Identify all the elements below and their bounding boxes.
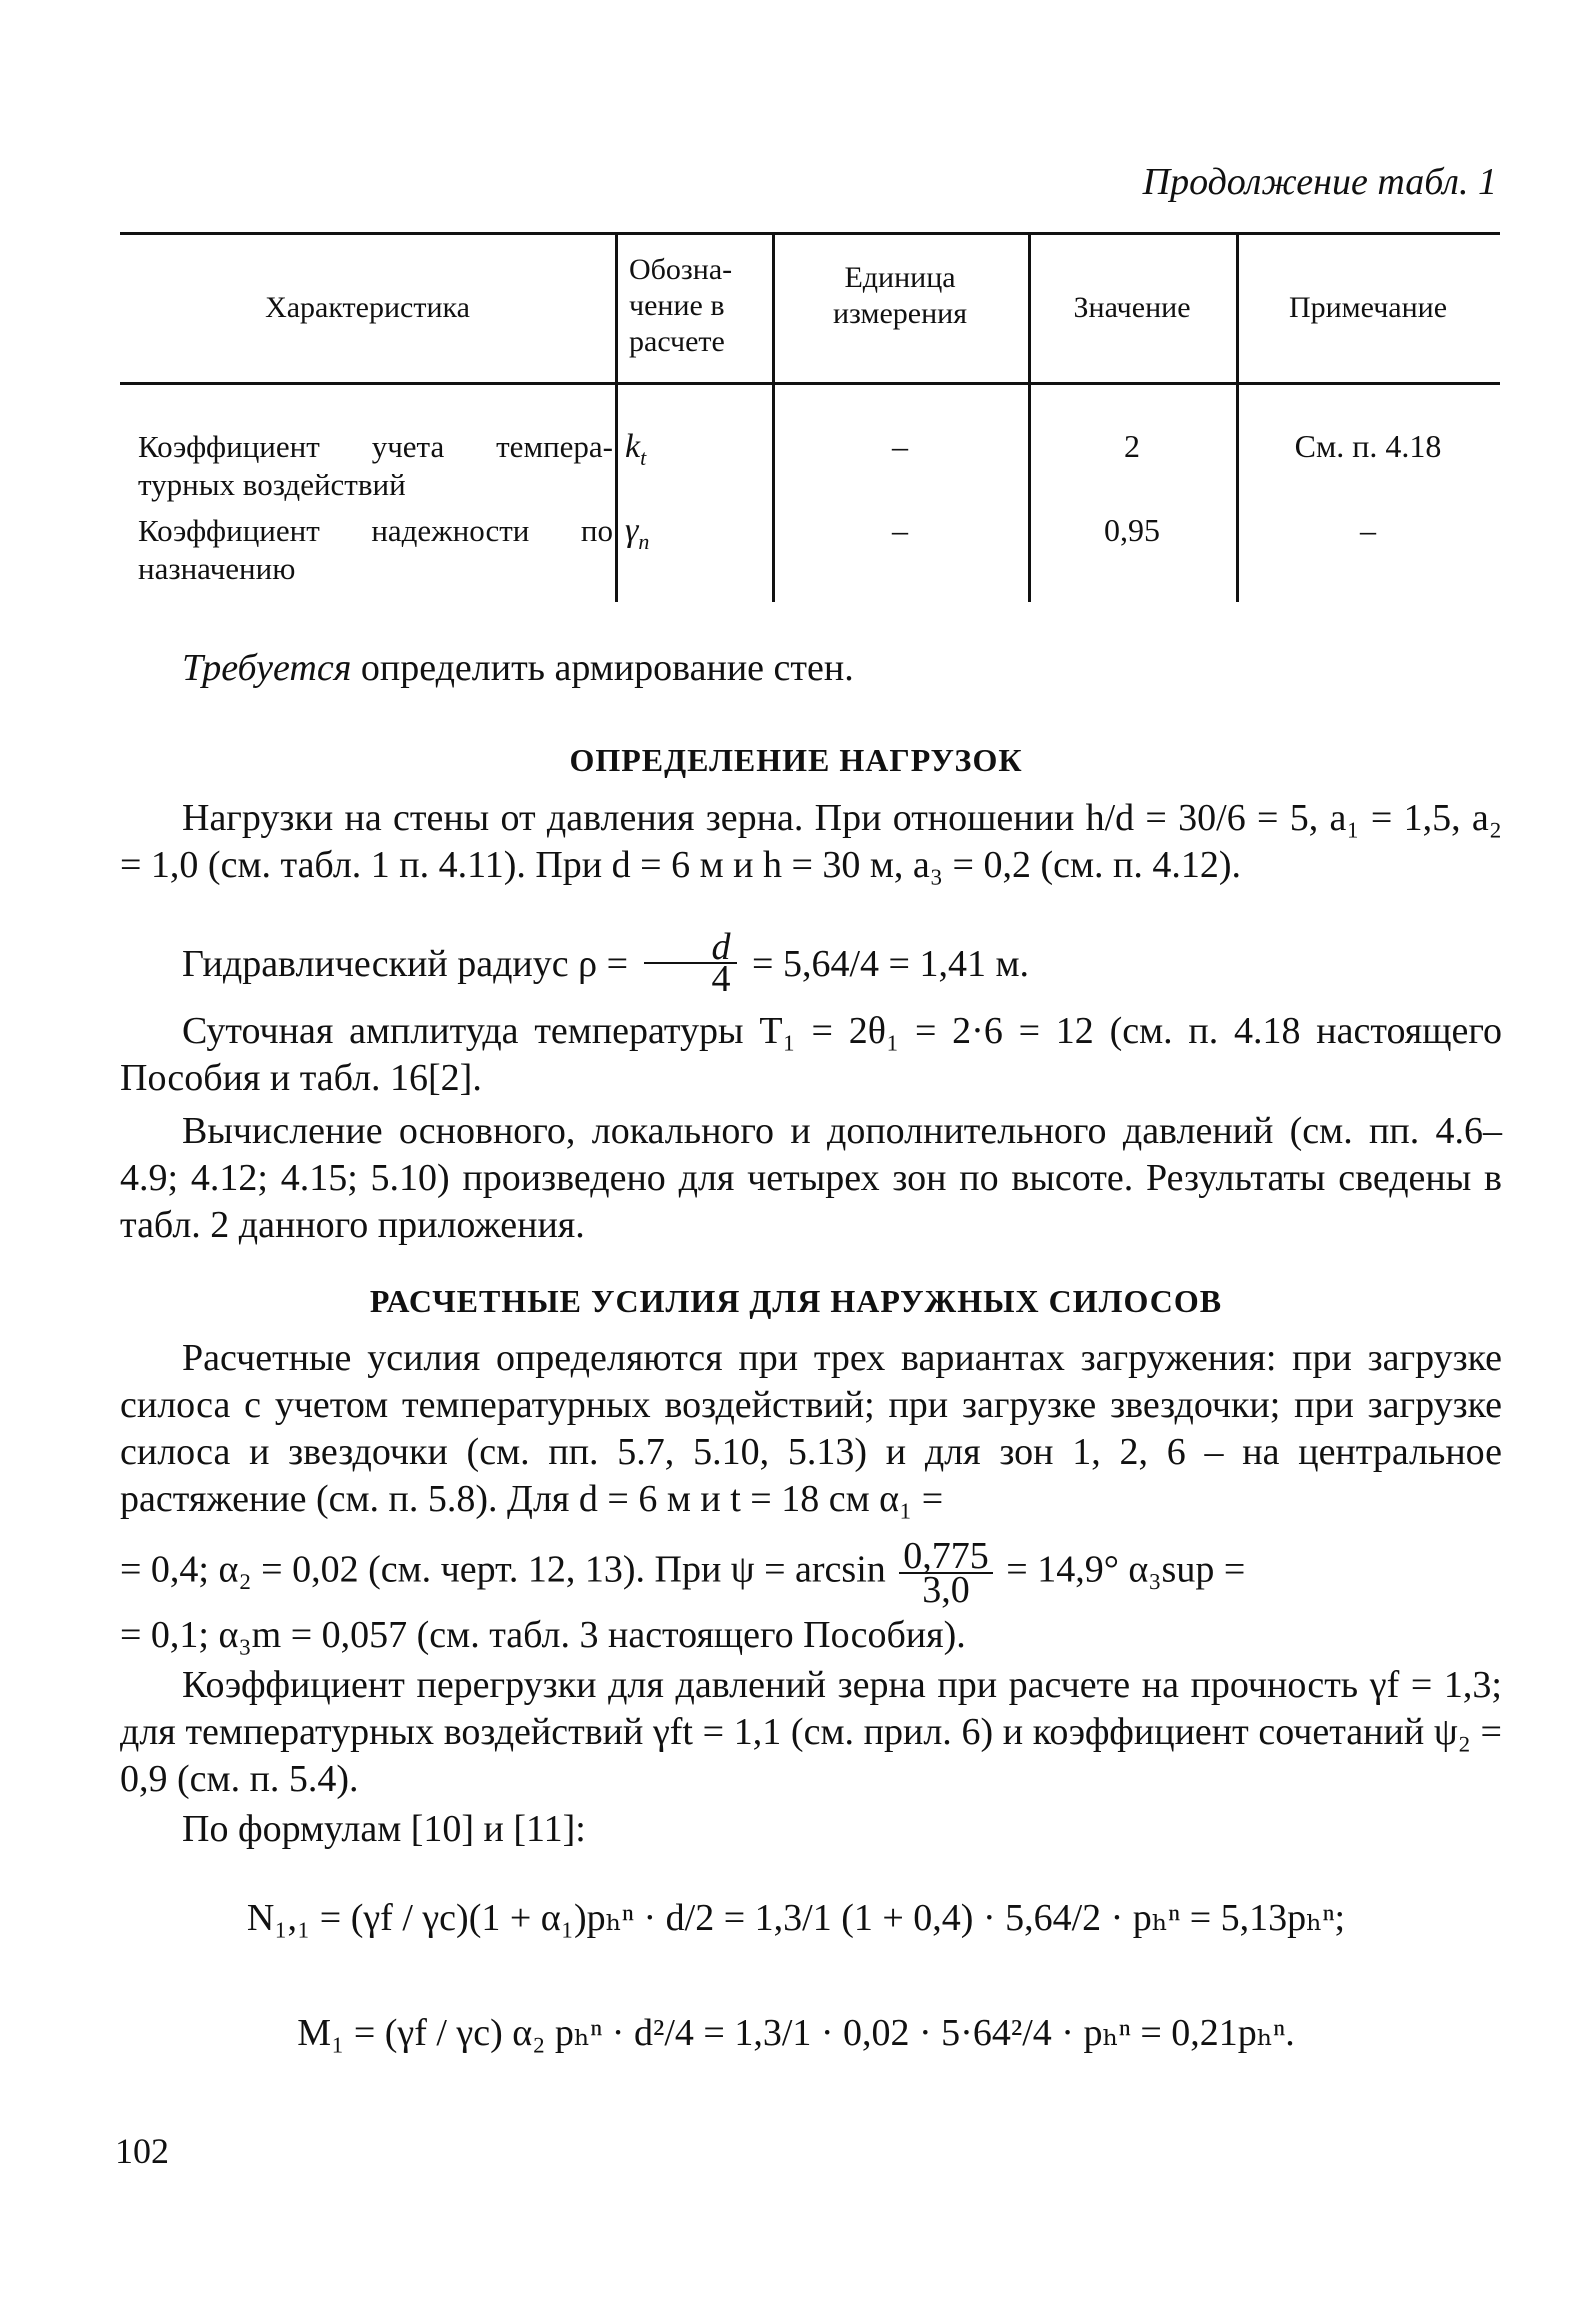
- symbol-base: γ: [625, 512, 639, 549]
- row-symbol: [625, 428, 705, 471]
- symbol-subscript: t: [640, 444, 647, 470]
- paragraph-temperature-amplitude: Суточная амплитуда температуры T₁ = 2θ₁ = 2·6 = 12 (см. п. 4.18 настоящего Пособия и табл. 16[2].: [120, 1010, 1502, 1099]
- paragraph-grain-pressure: Нагрузки на стены от давления зерна. При отношении h/d = 30/6 = 5, a₁ = 1,5, a₂ = 1,0 (см. табл. 1 п. 4.11). При d = 6 м и h = 30 м, a₃ = 0,2 (см. п. 4.12).: [120, 797, 1502, 886]
- row-note: –: [1360, 512, 1376, 548]
- header-value: Значение: [1073, 291, 1191, 324]
- row-characteristic: [138, 428, 613, 504]
- row-unit: –: [892, 428, 908, 464]
- table-top-rule: [120, 232, 1500, 235]
- table-header-rule: [120, 382, 1500, 385]
- header-notation-line: чение в: [629, 289, 725, 322]
- header-unit: [772, 260, 1028, 332]
- section-heading-loads: ОПРЕДЕЛЕНИЕ НАГРУЗОК: [569, 742, 1023, 778]
- paragraph-arcsin: [120, 1535, 1502, 1611]
- section-heading-forces: РАСЧЕТНЫЕ УСИЛИЯ ДЛЯ НАРУЖНЫХ СИЛОСОВ: [369, 1283, 1223, 1319]
- row-characteristic-line: Коэффициент учета темпера-: [138, 429, 613, 464]
- header-note: Примечание: [1288, 291, 1448, 324]
- paragraph-hydraulic-radius: [120, 926, 1502, 1001]
- header-notation-line: Обозна-: [629, 253, 733, 286]
- symbol-base: k: [625, 428, 641, 465]
- required-italic: Требуется: [182, 647, 352, 689]
- paragraph-overload-coefficient: Коэффициент перегрузки для давлений зерна при расчете на прочность γf = 1,3; для температурных воздействий γft = 1,1 (см. прил. 6) и коэффициент сочетаний ψ₂ = 0,9 (см. п. 5.4).: [120, 1664, 1502, 1800]
- fraction-numerator: d: [644, 932, 737, 964]
- fraction-arcsin: [899, 1535, 993, 1611]
- header-notation: [615, 252, 786, 360]
- table-continuation-caption: Продолжение табл. 1: [1142, 161, 1497, 203]
- fraction-numerator: 0,775: [899, 1540, 993, 1574]
- row-unit: –: [892, 512, 908, 548]
- paragraph-formula-intro: По формулам [10] и [11]:: [182, 1808, 586, 1850]
- header-characteristic: Характеристика: [265, 291, 470, 324]
- header-unit-line: Единица: [844, 261, 956, 294]
- paragraph-alpha-values: = 0,1; α₃m = 0,057 (см. табл. 3 настоящего Пособия).: [120, 1614, 966, 1656]
- row-value: 0,95: [1104, 512, 1160, 548]
- fraction-d-over-4: [644, 926, 737, 1001]
- required-statement: [120, 645, 1502, 692]
- row-note: См. п. 4.18: [1294, 428, 1442, 464]
- paragraph-design-forces: Расчетные усилия определяются при трех вариантах загружения: при загрузке силоса с учетом температурных воздействий; при загрузке звездочки; при загрузке силоса и звездочки (см. пп. 5.7, 5.10, 5.13) и для зон 1, 2, 6 – на центральное растяжение (см. п. 5.8). Для d = 6 м и t = 18 см α₁ =: [120, 1337, 1502, 1520]
- row-value: 2: [1124, 428, 1140, 464]
- formula-m1: M₁ = (γf / γc) α₂ pₕⁿ · d²/4 = 1,3/1 · 0,02 · 5·64²/4 · pₕⁿ = 0,21pₕⁿ.: [297, 2012, 1295, 2054]
- row-characteristic-line: турных воздействий: [138, 467, 406, 502]
- required-rest: определить армирование стен.: [351, 647, 854, 689]
- fraction-denominator: 3,0: [922, 1569, 970, 1611]
- hydraulic-radius-label: Гидравлический радиус ρ =: [182, 943, 629, 985]
- header-unit-line: измерения: [832, 297, 967, 330]
- formula-n11: N₁,₁ = (γf / γc)(1 + α₁)pₕⁿ · d/2 = 1,3/1 (1 + 0,4) · 5,64/2 · pₕⁿ = 5,13pₕⁿ;: [246, 1897, 1346, 1939]
- row-characteristic-line: Коэффициент надежности по: [138, 513, 613, 548]
- symbol-subscript: n: [638, 528, 650, 554]
- row-characteristic-line: назначению: [138, 551, 296, 586]
- header-notation-line: расчете: [629, 325, 725, 358]
- fraction-denominator: 4: [711, 958, 731, 1001]
- hydraulic-radius-result: = 5,64/4 = 1,41 м.: [752, 943, 1029, 985]
- arcsin-text-left: = 0,4; α₂ = 0,02 (см. черт. 12, 13). При ψ = arcsin: [120, 1548, 886, 1591]
- page-number: 102: [115, 2131, 169, 2171]
- row-characteristic: [138, 512, 613, 588]
- row-symbol: [625, 512, 705, 555]
- paragraph-pressure-calculation: Вычисление основного, локального и дополнительного давлений (см. пп. 4.6–4.9; 4.12; 4.15; 5.10) произведено для четырех зон по высоте. Результаты сведены в табл. 2 данного приложения.: [120, 1110, 1502, 1246]
- arcsin-text-right: = 14,9° α₃sup =: [1006, 1548, 1246, 1591]
